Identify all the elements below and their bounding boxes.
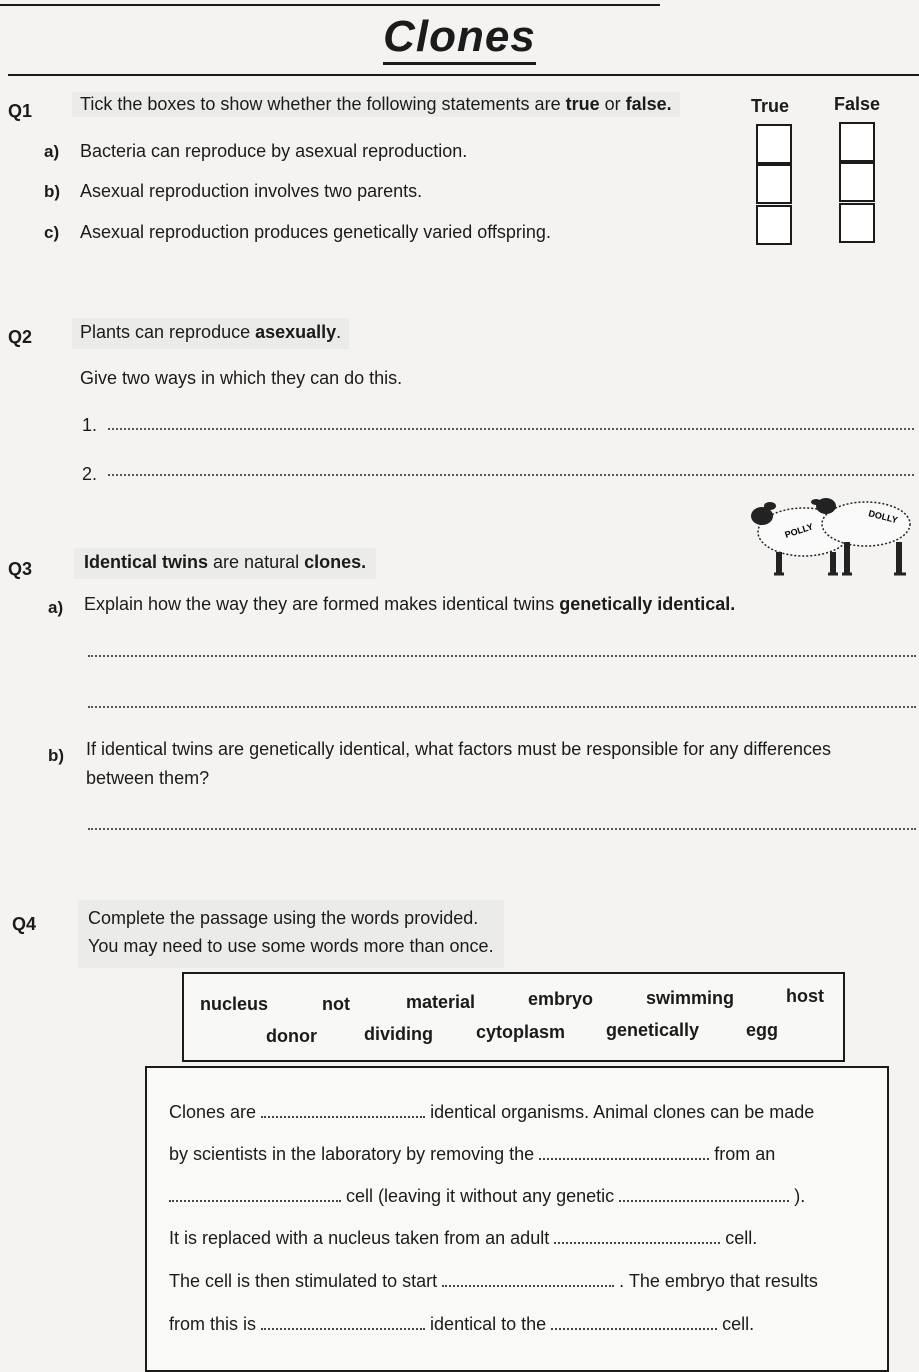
q3a-answer-line-1[interactable]	[88, 655, 916, 657]
q1b-false-checkbox[interactable]	[839, 162, 875, 202]
q1c-true-checkbox[interactable]	[756, 205, 792, 245]
word-bank-word: dividing	[364, 1024, 433, 1044]
cloze-passage	[145, 1066, 889, 1372]
q3a-label: a)	[48, 598, 64, 617]
blank-5[interactable]	[554, 1230, 720, 1244]
blank-4[interactable]	[619, 1188, 789, 1202]
q1-true-header: True	[751, 96, 790, 116]
q3a-text: Explain how the way they are formed makes identical twins genetically identical.	[84, 594, 736, 614]
blank-7[interactable]	[261, 1316, 425, 1330]
page-title: Clones	[0, 12, 919, 62]
sheep-illustration	[746, 486, 916, 582]
q4-number: Q4	[12, 914, 37, 934]
top-rule	[0, 4, 660, 6]
q1c-label: c)	[44, 223, 60, 242]
word-bank	[182, 972, 845, 1062]
q2-instruction: Give two ways in which they can do this.	[80, 368, 403, 388]
q2-answer-line-1[interactable]	[108, 428, 914, 430]
word-bank-word: host	[786, 986, 824, 1006]
q1a-true-checkbox[interactable]	[756, 124, 792, 164]
passage-line-3: cell (leaving it without any genetic ).	[169, 1186, 805, 1207]
q1a-label: a)	[44, 142, 60, 161]
q3b-answer-line[interactable]	[88, 828, 916, 830]
word-bank-word: material	[406, 992, 476, 1012]
q4-instruction: Complete the passage using the words provided. You may need to use some words more than once.	[78, 900, 504, 968]
q2-answer-label-2: 2.	[82, 464, 98, 484]
word-bank-word: swimming	[646, 988, 735, 1008]
word-bank-word: donor	[266, 1026, 317, 1046]
q1-instruction: Tick the boxes to show whether the following statements are true or false.	[72, 92, 680, 117]
word-bank-word: embryo	[528, 989, 594, 1009]
q1-number: Q1	[8, 101, 33, 121]
word-bank-word: not	[322, 994, 350, 1014]
blank-1[interactable]	[261, 1104, 425, 1118]
passage-line-4: It is replaced with a nucleus taken from an adult cell.	[169, 1228, 758, 1248]
blank-8[interactable]	[551, 1316, 717, 1330]
q2-number: Q2	[8, 327, 33, 347]
q1c-false-checkbox[interactable]	[839, 203, 875, 243]
passage-line-6: from this is identical to the cell.	[169, 1314, 755, 1334]
q3-intro: Identical twins are natural clones.	[74, 548, 376, 579]
q3b-text-line2: between them?	[86, 768, 210, 788]
word-bank-word: nucleus	[200, 994, 269, 1014]
q3b-label: b)	[48, 746, 65, 765]
sheep-tag-polly: POLLY	[783, 521, 815, 540]
blank-6[interactable]	[442, 1273, 614, 1287]
q2-answer-line-2[interactable]	[108, 474, 914, 476]
title-rule	[8, 74, 919, 76]
blank-2[interactable]	[539, 1146, 709, 1160]
q1b-label: b)	[44, 182, 61, 201]
q1-false-header: False	[834, 94, 881, 114]
q1c-text: Asexual reproduction produces genetically varied offspring.	[80, 222, 551, 242]
word-bank-word: genetically	[606, 1020, 700, 1040]
q1b-text: Asexual reproduction involves two parents.	[80, 181, 423, 201]
q3b-text-line1: If identical twins are genetically identical, what factors must be responsible for any differences	[86, 739, 832, 759]
q1b-true-checkbox[interactable]	[756, 164, 792, 204]
q3-number: Q3	[8, 559, 33, 579]
q1a-text: Bacteria can reproduce by asexual reproduction.	[80, 141, 468, 161]
passage-line-5: The cell is then stimulated to start . The embryo that results	[169, 1271, 818, 1291]
q2-statement: Plants can reproduce asexually.	[72, 318, 349, 349]
passage-line-2: by scientists in the laboratory by removing the from an	[169, 1144, 776, 1164]
blank-3[interactable]	[169, 1188, 341, 1202]
word-bank-word: egg	[746, 1020, 779, 1040]
q1a-false-checkbox[interactable]	[839, 122, 875, 162]
sheep-tag-dolly: DOLLY	[867, 508, 899, 526]
q3a-answer-line-2[interactable]	[88, 706, 916, 708]
word-bank-word: cytoplasm	[476, 1022, 566, 1042]
q2-answer-label-1: 1.	[82, 415, 98, 435]
passage-line-1: Clones are identical organisms. Animal clones can be made	[169, 1102, 815, 1122]
